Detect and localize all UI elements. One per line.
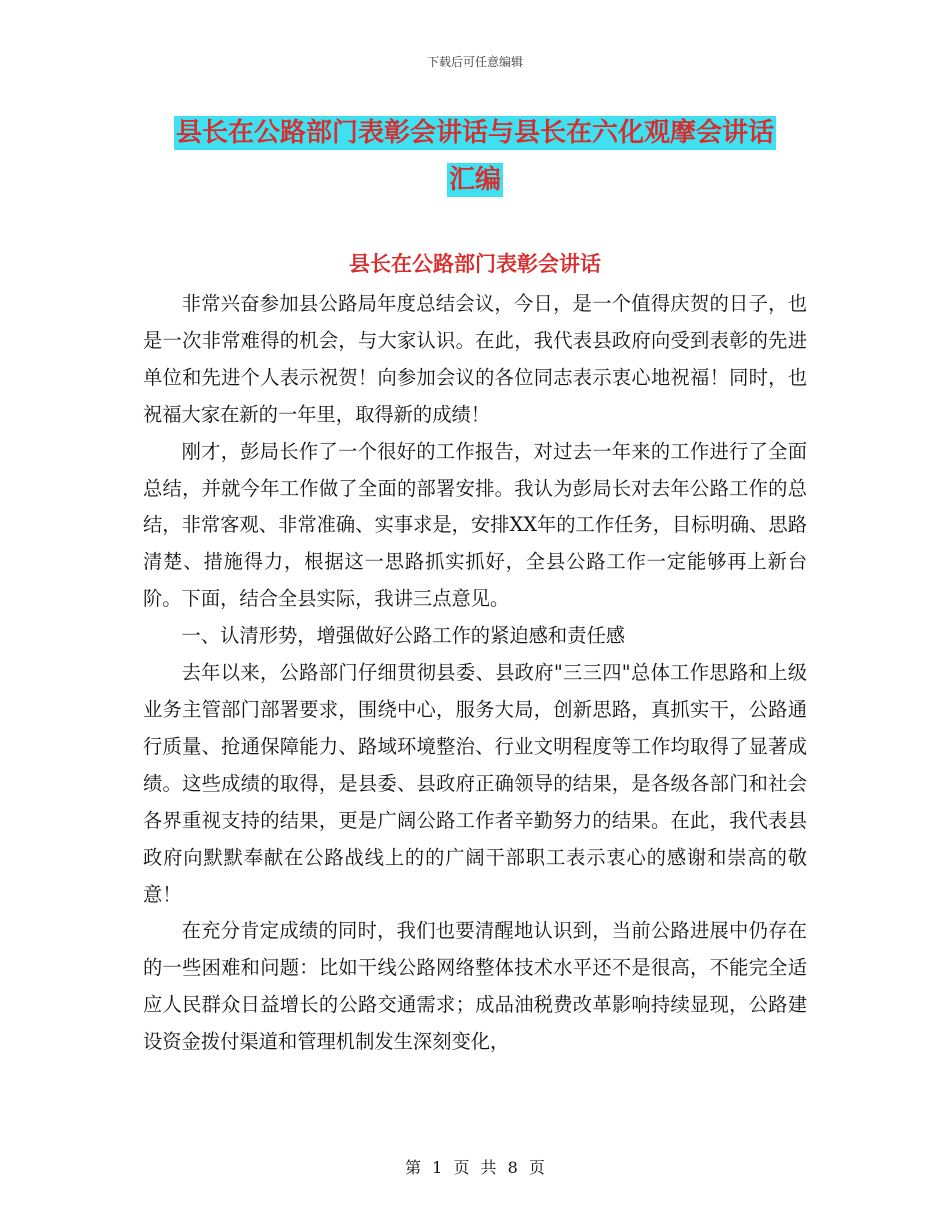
- section-title: 县长在公路部门表彰会讲话: [349, 252, 601, 276]
- paragraph-heading: 一、认清形势，增强做好公路工作的紧迫感和责任感: [181, 624, 626, 648]
- page-header-note: 下载后可任意编辑: [426, 55, 523, 69]
- page-number: 第 1 页 共 8 页: [405, 1158, 545, 1177]
- paragraph: 在充分肯定成绩的同时，我们也要清醒地认识到，当前公路进展中仍存在的一些困难和问题：比如干线公路网络整体技术水平还不是很高，不能完全适应人民群众日益增长的公路交通需求；成品油税费改革影响持续显现，公路建设资金拨付渠道和管理机制发生深刻变化，: [143, 919, 807, 1054]
- document-title: [0, 110, 950, 204]
- paragraph: 去年以来，公路部门仔细贯彻县委、县政府"三三四"总体工作思路和上级业务主管部门部署要求，围绕中心，服务大局，创新思路，真抓实干，公路通行质量、抢通保障能力、路域环境整治、行业文明程度等工作均取得了显著成绩。这些成绩的取得，是县委、县政府正确领导的结果，是各级各部门和社会各界重视支持的结果，更是广阔公路工作者辛勤努力的结果。在此，我代表县政府向默默奉献在公路战线上的的广阔干部职工表示衷心的感谢和崇高的敬意！: [143, 661, 807, 906]
- title-line-2: 汇编: [448, 165, 501, 195]
- title-line-1: 县长在公路部门表彰会讲话与县长在六化观摩会讲话: [175, 118, 774, 148]
- paragraph: 非常兴奋参加县公路局年度总结会议，今日，是一个值得庆贺的日子，也是一次非常难得的机会，与大家认识。在此，我代表县政府向受到表彰的先进单位和先进个人表示祝贺！向参加会议的各位同志表示衷心地祝福！同时，也祝福大家在新的一年里，取得新的成绩！: [143, 292, 807, 426]
- body-text: [143, 286, 807, 1061]
- paragraph: 刚才，彭局长作了一个很好的工作报告，对过去一年来的工作进行了全面总结，并就今年工作做了全面的部署安排。我认为彭局长对去年公路工作的总结，非常客观、非常准确、实事求是，安排XX年的工作任务，目标明确、思路清楚、措施得力，根据这一思路抓实抓好，全县公路工作一定能够再上新台阶。下面，结合全县实际，我讲三点意见。: [143, 439, 807, 611]
